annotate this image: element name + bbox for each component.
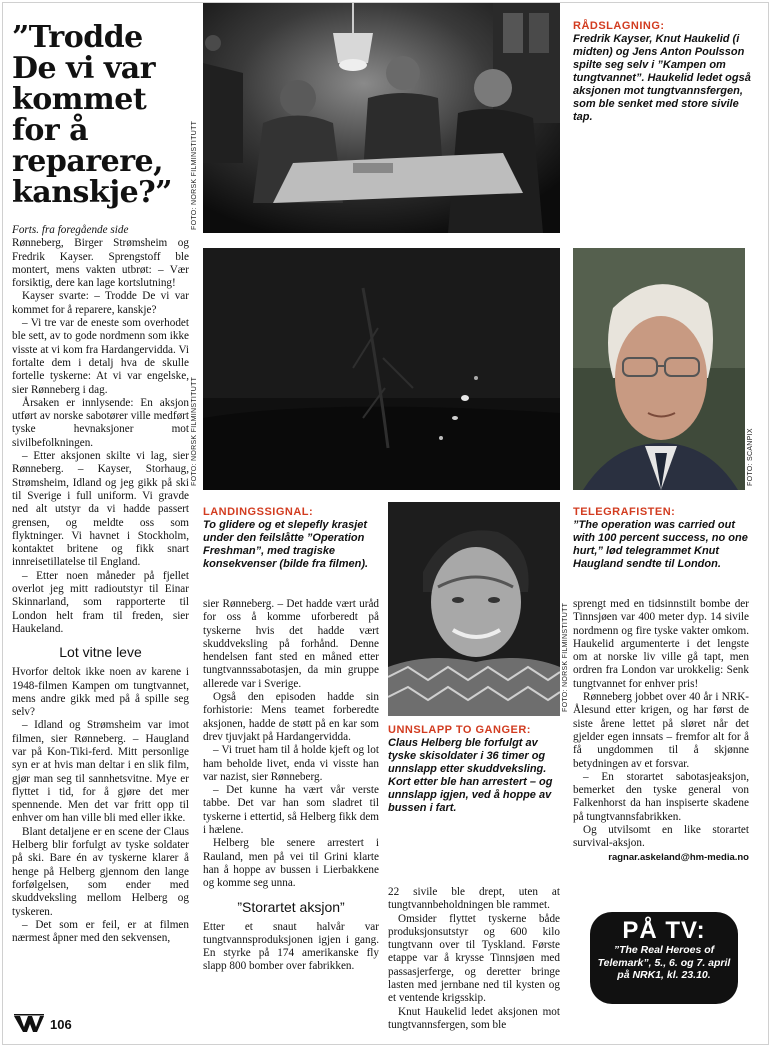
page-footer [14,1014,72,1034]
column-4 [573,598,749,864]
tv-info-box [590,912,738,1004]
caption-text: To glidere og et slepefly krasjet under den feilslåtte ”Operation Freshman”, med tragiske konsekvenser (bilde fra filmen). [203,519,369,570]
photo-credit: FOTO: SCANPIX [747,428,754,486]
caption-text: ”The operation was carried out with 100 percent success, no one hurt,” lød telegrammet Knut Haugland sendte til London. [573,519,748,570]
magazine-logo-icon [14,1014,44,1034]
paragraph: – Det kunne ha vært vår verste tabbe. Det var han som sladret til tyskerne i ettertid, så Helberg fikk dem i hælene. [203,784,379,837]
paragraph: – Idland og Strømsheim var imot filmen, sier Rønneberg. – Haugland var på Kon-Tiki-ferd. Mitt personlige syn er at hvis man deltar i en slik film, gjør man seg til sannhetsvitne. Mye er flyttet i tid, for å gjøre det mer spennende. Men det var fritt opp til enhver om han ville bli med eller ikke. [12,719,189,825]
caption-text: Fredrik Kayser, Knut Haukelid (i midten) og Jens Anton Poulsson spilte seg selv i ”Kampen om tungtvannet”. Haukelid ledet også aksjonen mot tungtvannsfergen, som ble senket med store sivile tap. [573,33,751,123]
tv-title: PÅ TV: [622,917,706,944]
caption-unnslapp [388,724,560,815]
paragraph: Rønneberg, Birger Strømsheim og Fredrik Kayser. Sprengstoff ble montert, mens vakten utbrøt: – Vær forsiktig, dere kan lage kortslutning! [12,237,189,290]
paragraph: Helberg ble senere arrestert i Rauland, men på vei til Grini klarte han å hoppe av bussen i Lierbakkene og komme seg unna. [203,837,379,890]
photo-credit: FOTO: NORSK FILMINSTITUTT [191,376,198,486]
paragraph: – Det som er feil, er at filmen nærmest åpner med den sekvensen, [12,918,189,945]
caption-kicker: UNNSLAPP TO GANGER: [388,724,531,736]
paragraph: – Vi truet ham til å holde kjeft og lot ham beholde livet, enda vi visste han var nazist, sier Rønneberg. [203,744,379,783]
paragraph: Hvorfor deltok ikke noen av karene i 1948-filmen Kampen om tungtvannet, mens andre gikk med på å spille seg selv? [12,666,189,719]
paragraph: Også den episoden hadde sin forhistorie: Mens teamet forberedte aksjonen, hadde de støtt på en kar som drev tjuvjakt på Hardangervidda. [203,691,379,743]
paragraph: sprengt med en tidsinnstilt bombe der Tinnsjøen var 400 meter dyp. 14 sivile nordmenn og fire tyske vakter omkom. Haukelid argumenterte i det lengste om at norske liv ville gå tapt, men ordren fra London var urokkelig: Senk tungtvannet for enhver pris! [573,598,749,690]
photo-telegrafisten [573,248,745,490]
paragraph: Omsider flyttet tyskerne både produksjonsutstyr og 600 kilo tungtvann over til Tyskland. Første etappe var å krysse Tinnsjøen med passasjerferge, og deretter bringe lasten med jernbane ned til kysten og et ventende krigsskip. [388,912,560,1005]
photo-unnslapp [388,502,560,716]
photo-credit: FOTO: NORSK FILMINSTITUTT [562,602,569,712]
column-1 [12,224,189,945]
paragraph: Etter et snaut halvår var tungtvannsproduksjonen igjen i gang. En styrke på 174 amerikanske fly slapp 800 bomber over fabrikken. [203,920,379,973]
caption-kicker: RÅDSLAGNING: [573,20,665,32]
paragraph: Årsaken er innlysende: En aksjon utført av norske sabotører ville medført tyske hevnaksjoner mot sivilbefolkningen. [12,396,189,449]
continued-note: Forts. fra foregående side [12,224,129,236]
tv-text: ”The Real Heroes of Telemark”, 5., 6. og 7. april på NRK1, kl. 23.10. [597,944,731,981]
headline: ”Trodde De vi var kommet for å reparere, kanskje?” [12,20,172,210]
paragraph: Og utvilsomt en like storartet survival-aksjon. [573,824,749,850]
paragraph: Rønneberg jobbet over 40 år i NRK-Ålesund etter krigen, og har først de siste årene lettet på sløret når det gjelder egen innsats – fremfor alt for å få ungdommen til å skjønne betydningen av et forsvar. [573,691,749,770]
subheading: Lot vitne leve [59,644,142,661]
column-2 [203,598,379,974]
caption-kicker: LANDINGSSIGNAL: [203,506,314,518]
photo-credit: FOTO: NORSK FILMINSTITUTT [191,120,198,230]
paragraph: – Etter noen måneder på fjellet overlot jeg mitt radioutstyr til Einar Skinnarland, som rapporterte til London helt fram til freden, sier Haukeland. [12,569,189,635]
caption-landingssignal [203,506,381,571]
paragraph: sier Rønneberg. – Det hadde vært uråd for oss å komme uforberedt på tyskerne hvis det hadde vært skuddveksling på forhånd. Denne hendelsen fant sted en måned etter tungtvannssabotasjen, da min gruppe allerede var i Sverige. [203,598,379,690]
author-email: ragnar.askeland@hm-media.no [608,851,749,863]
caption-radslagning [573,20,751,124]
paragraph: Kayser svarte: – Trodde De vi var kommet for å reparere, kanskje? [12,290,189,316]
caption-kicker: TELEGRAFISTEN: [573,506,676,518]
paragraph: – Etter aksjonen skilte vi lag, sier Rønneberg. – Kayser, Storhaug, Strømsheim, Idland og jeg gikk på ski til Sverige i full uniform. Vi gravde ned alt utstyr da vi hadde passert grensen, og meldte oss som flyktninger. Vi havnet i Stockholm, kontaktet britene og fikk snart innreisetillatelse til England. [12,450,189,569]
subheading: ”Storartet aksjon” [237,898,345,915]
paragraph: Knut Haukelid ledet aksjonen mot tungtvannsfergen, som ble [388,1005,560,1031]
column-3 [388,886,560,1032]
caption-telegrafisten [573,506,753,571]
photo-radslagning [203,3,560,233]
paragraph: Blant detaljene er en scene der Claus Helberg blir forfulgt av tyske soldater på ski. Bare én av tyskerne klarer å henge på Helberg gjennom den lange forfølgelsen, som ender med skuddveksling mellom Helberg og tyskeren. [12,825,189,918]
paragraph: – En storartet sabotasjeaksjon, bemerket den tyske general von Falkenhorst da han inspiserte skadene på tungtvannsfabrikken. [573,770,749,823]
caption-text: Claus Helberg ble forfulgt av tyske skisoldater i 36 timer og unnslapp etter skuddveksling. Kort etter ble han arrestert – og unnslapp igjen, ved å hoppe av bussen i fart. [388,737,553,814]
paragraph: – Vi tre var de eneste som overhodet ble sett, av to gode nordmenn som ikke visste at vi kom fra Hardangervidda. Vi fortalte dem i detalj hva de skulle fortelle tyskerne: At vi var engelske, sier Rønneberg i dag. [12,317,189,396]
paragraph: 22 sivile ble drept, uten at tungtvannbeholdningen ble rammet. [388,886,560,912]
page-number: 106 [50,1016,72,1032]
photo-landingssignal [203,248,560,490]
